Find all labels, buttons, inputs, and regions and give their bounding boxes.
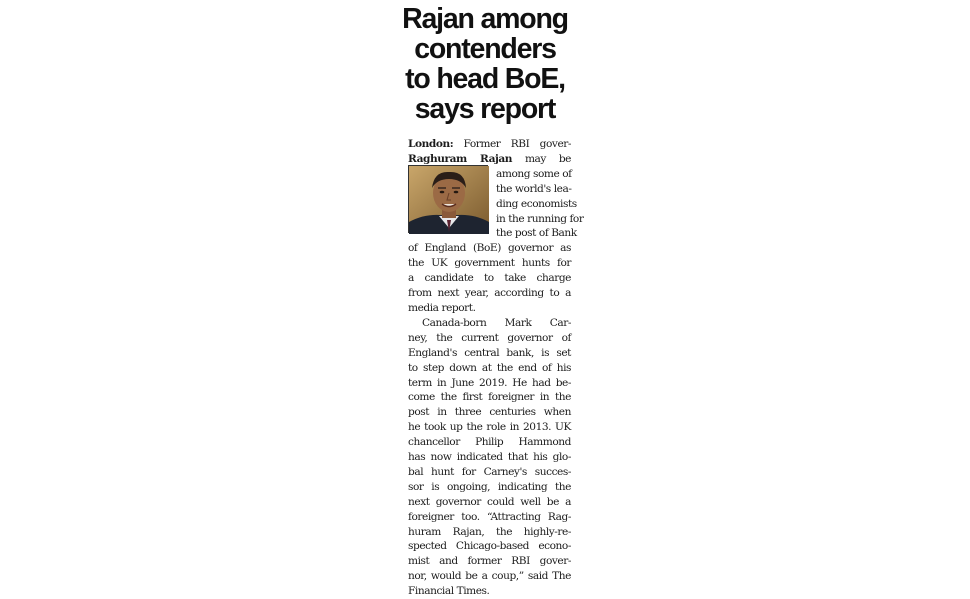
article-line: a candidate to take charge bbox=[408, 272, 571, 285]
article-line bbox=[408, 152, 571, 167]
article-line: next governor could well be a bbox=[408, 495, 571, 508]
article-line-text: Former RBI gover- bbox=[463, 138, 572, 150]
article-line bbox=[408, 137, 571, 152]
article-line: spected Chicago-based econo- bbox=[408, 540, 571, 553]
dateline: London: bbox=[408, 138, 454, 150]
article-line: nor, would be a coup,” said The bbox=[408, 570, 571, 583]
article-line: Canada-born Mark Car- bbox=[422, 316, 571, 329]
article-line: media report. bbox=[408, 301, 476, 314]
article-line: he took up the role in 2013. UK bbox=[408, 421, 571, 434]
article-line: England's central bank, is set bbox=[408, 346, 571, 359]
news-clipping bbox=[398, 0, 584, 598]
article-body bbox=[408, 137, 584, 599]
article-line: has now indicated that his glo- bbox=[408, 451, 571, 464]
article-line: in the running for bbox=[496, 212, 584, 225]
headline-line-3: to head BoE, bbox=[405, 63, 565, 95]
article-line: among some of bbox=[496, 167, 572, 180]
article-line: from next year, according to a bbox=[408, 287, 571, 300]
article-line: come the first foreigner in the bbox=[408, 391, 571, 404]
article-line: chancellor Philip Hammond bbox=[408, 436, 571, 449]
article-line: ding economists bbox=[496, 197, 577, 210]
headline-line-1: Rajan among bbox=[402, 3, 568, 35]
article-line: the post of Bank bbox=[496, 227, 577, 240]
article-line: the UK government hunts for bbox=[408, 257, 571, 270]
article-line: post in three centuries when bbox=[408, 406, 571, 419]
article-line: of England (BoE) governor as bbox=[408, 242, 571, 255]
headline-line-2: contenders bbox=[414, 33, 556, 65]
article-line: Financial Times. bbox=[408, 585, 490, 598]
article-line: mist and former RBI gover- bbox=[408, 555, 571, 568]
article-line: foreigner too. “Attracting Rag- bbox=[408, 510, 571, 523]
article-line: the world's lea- bbox=[496, 182, 572, 195]
article-line: sor is ongoing, indicating the bbox=[408, 480, 571, 493]
article-line-text: may be bbox=[512, 152, 572, 165]
article-line: term in June 2019. He had be- bbox=[408, 376, 571, 389]
headline bbox=[398, 4, 572, 124]
person-name: Raghuram Rajan bbox=[408, 152, 513, 165]
article-line: ney, the current governor of bbox=[408, 331, 571, 344]
article-line: huram Rajan, the highly-re- bbox=[408, 525, 571, 538]
headline-line-4: says report bbox=[414, 93, 556, 125]
article-line: to step down at the end of his bbox=[408, 361, 571, 374]
article-line: bal hunt for Carney's succes- bbox=[408, 465, 571, 478]
